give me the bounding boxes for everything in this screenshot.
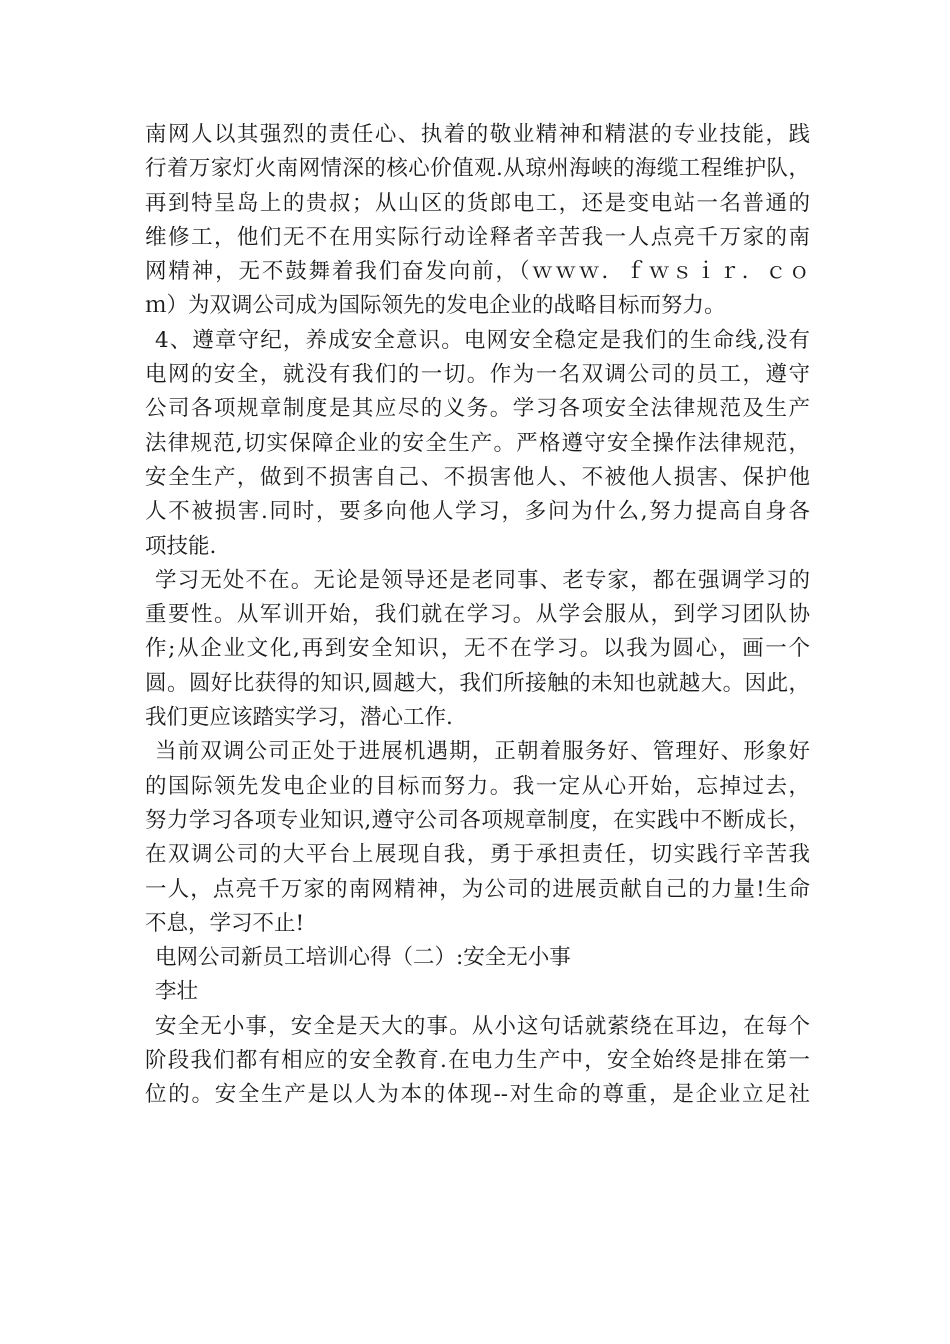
- text-line: 南网人以其强烈的责任心、执着的敬业精神和精湛的专业技能，践: [145, 122, 810, 147]
- text-line: 努力学习各项专业知识,遵守公司各项规章制度，在实践中不断成长，: [145, 807, 810, 833]
- text-line: 作;从企业文化,再到安全知识，无不在学习。以我为圆心，画一个: [145, 636, 810, 662]
- text-line: 电网的安全，就没有我们的一切。作为一名双调公司的员工，遵守: [145, 362, 810, 388]
- text-line: 4、遵章守纪，养成安全意识。电网安全稳定是我们的生命线,没有: [155, 327, 810, 353]
- text-line: 在双调公司的大平台上展现自我，勇于承担责任，切实践行辛苦我: [145, 842, 810, 868]
- text-line: 公司各项规章制度是其应尽的义务。学习各项安全法律规范及生产: [145, 396, 810, 422]
- text-line: 电网公司新员工培训心得（二）:安全无小事: [155, 945, 571, 971]
- text-line: ｍ）为双调公司成为国际领先的发电企业的战略目标而努力。: [145, 293, 726, 319]
- text-line: 学习无处不在。无论是领导还是老同事、老专家，都在强调学习的: [155, 567, 810, 593]
- text-line: 维修工，他们无不在用实际行动诠释者辛苦我一人点亮千万家的南: [145, 224, 810, 250]
- text-line: 法律规范,切实保障企业的安全生产。严格遵守安全操作法律规范，: [145, 430, 810, 456]
- text-line: 再到特呈岛上的贵叔；从山区的货郎电工，还是变电站一名普通的: [145, 190, 810, 216]
- text-line: 行着万家灯火南网情深的核心价值观.从琼州海峡的海缆工程维护队，: [145, 156, 810, 182]
- text-line: 不息，学习不止!: [145, 910, 305, 936]
- text-line: 人不被损害.同时，要多向他人学习，多问为什么,努力提高自身各: [145, 499, 810, 525]
- text-line: 圆。圆好比获得的知识,圆越大，我们所接触的未知也就越大。因此，: [145, 670, 810, 696]
- text-line: 一人，点亮千万家的南网精神，为公司的进展贡献自己的力量!生命: [145, 876, 810, 902]
- text-line: 安全生产，做到不损害自己、不损害他人、不被他人损害、保护他: [145, 464, 810, 490]
- text-line: 我们更应该踏实学习，潜心工作.: [145, 705, 453, 731]
- text-line: 当前双调公司正处于进展机遇期，正朝着服务好、管理好、形象好: [155, 739, 810, 765]
- text-line: 位的。安全生产是以人为本的体现--对生命的尊重，是企业立足社: [145, 1082, 810, 1108]
- text-line: 网精神，无不鼓舞着我们奋发向前，（ｗｗｗ．ｆｗｓｉｒ．ｃｏ: [145, 259, 810, 285]
- text-line: 项技能.: [145, 533, 217, 559]
- document-body: [145, 118, 810, 1113]
- text-line: 阶段我们都有相应的安全教育.在电力生产中，安全始终是排在第一: [145, 1048, 810, 1074]
- text-line: 重要性。从军训开始，我们就在学习。从学会服从，到学习团队协: [145, 602, 810, 628]
- text-line: 安全无小事，安全是天大的事。从小这句话就萦绕在耳边，在每个: [155, 1013, 810, 1039]
- text-line: 李壮: [155, 979, 199, 1005]
- text-line: 的国际领先发电企业的目标而努力。我一定从心开始，忘掉过去，: [145, 773, 810, 799]
